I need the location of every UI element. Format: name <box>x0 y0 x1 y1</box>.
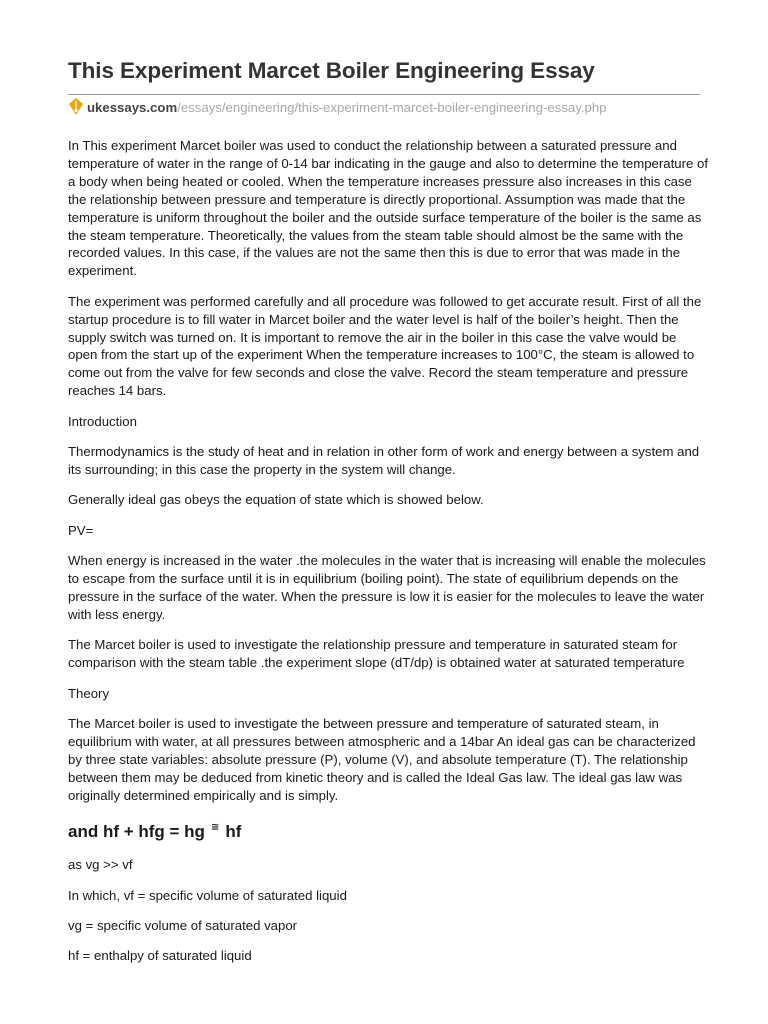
paragraph-thermodynamics: Thermodynamics is the study of heat and in relation in other form of work and energy between a system and its surrounding; in this case the property in the system will change. <box>68 444 700 477</box>
pen-nib-icon <box>68 98 84 116</box>
paragraph-energy: When energy is increased in the water .the molecules in the water that is increasing will enable the molecules to escape from the surface until it is in equilibrium (boiling point). The state of equilibrium depends on the pressure in the surface of the water. When the pressure is low it is easier for the molecules to leave the water with less energy. <box>68 553 706 622</box>
definition-vg: vg = specific volume of saturated vapor <box>68 917 298 933</box>
equation-enthalpy <box>68 817 708 843</box>
definition-vf: In which, vf = specific volume of saturated liquid <box>68 887 347 903</box>
page-title: This Experiment Marcet Boiler Engineering Essay <box>68 58 595 83</box>
source-link[interactable] <box>68 98 606 116</box>
definition-hf: hf = enthalpy of saturated liquid <box>68 948 252 964</box>
title-divider <box>68 94 700 95</box>
equation-left: and hf + hfg = hg <box>68 822 205 842</box>
source-domain[interactable]: ukessays.com <box>87 99 178 115</box>
heading-introduction: Introduction <box>68 413 137 429</box>
paragraph-procedure: The experiment was performed carefully and all procedure was followed to get accurate result. First of all the startup procedure is to fill water in Marcet boiler and the water level is half of the boiler’s height. Then the supply switch was turned on. It is important to remove the air in the boiler in this case the valve would be open from the start up of the experiment When the temperature increases to 100°C, the steam is allowed to come out from the valve for few seconds and close the valve. Record the steam temperature and pressure reaches 14 bars. <box>68 293 702 399</box>
paragraph-abstract: In This experiment Marcet boiler was used to conduct the relationship between a saturated pressure and temperature of water in the range of 0-14 bar indicating in the gauge and also to determine the temperature of a body when being heated or cooled. When the temperature increases pressure also increases in this case the relationship between pressure and temperature is directly proportional. Assumption was made that the temperature is uniform throughout the boiler and the outside surface temperature of the boiler is the same as the steam temperature. Theoretically, the values from the steam table should almost be the same with the recorded values. In this case, if the values are not the same then this is due to error that was made in the experiment. <box>68 138 708 279</box>
heading-theory: Theory <box>68 685 110 701</box>
paragraph-vg-vf: as vg >> vf <box>68 857 133 873</box>
paragraph-marcet: The Marcet boiler is used to investigate the relationship pressure and temperature in saturated steam for comparison with the steam table .the experiment slope (dT/dp) is obtained water at saturated temperature <box>68 637 685 671</box>
paragraph-theory: The Marcet boiler is used to investigate the between pressure and temperature of saturated steam, in equilibrium with water, at all pressures between atmospheric and a 14bar An ideal gas can be characterized by three state variables: absolute pressure (P), volume (V), and absolute temperature (T). The relationship between them may be deduced from kinetic theory and is called the Ideal Gas law. The ideal gas law was originally determined empirically and is simply. <box>68 716 696 803</box>
essay-body <box>68 137 708 978</box>
paragraph-ideal-gas: Generally ideal gas obeys the equation of state which is showed below. <box>68 492 484 508</box>
approx-equal-symbol: ≅ <box>210 822 220 834</box>
source-path[interactable]: /essays/engineering/this-experiment-marcet-boiler-engineering-essay.php <box>177 99 607 115</box>
equation-pv: PV= <box>68 522 94 538</box>
equation-right: hf <box>225 822 242 842</box>
